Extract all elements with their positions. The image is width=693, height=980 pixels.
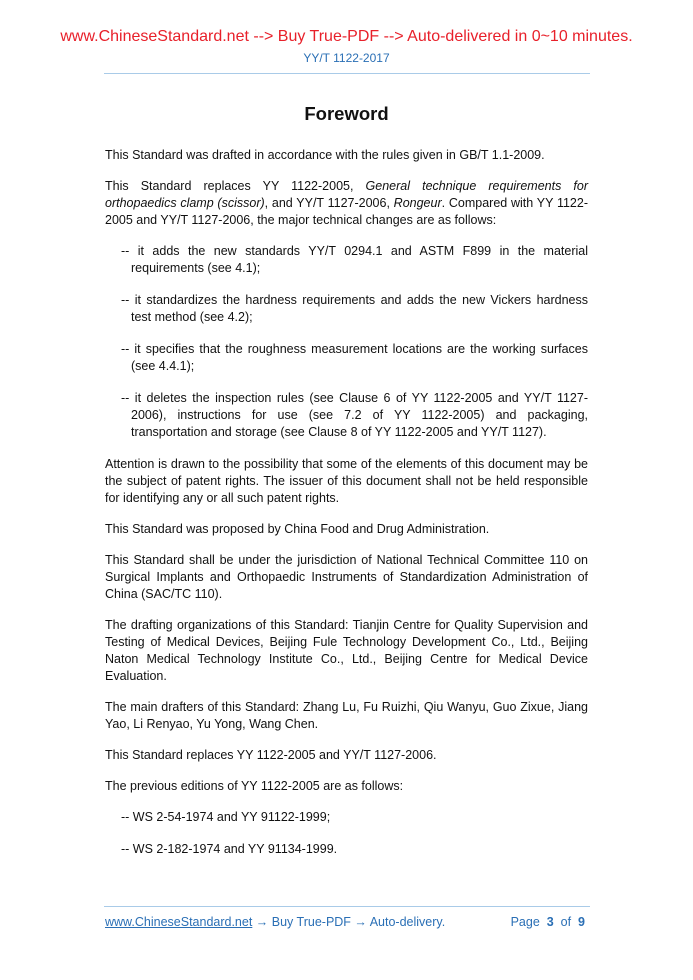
list-item: -- it specifies that the roughness measurement locations are the working surfaces (see 4.4.1); bbox=[121, 342, 588, 373]
list-item: -- it deletes the inspection rules (see Clause 6 of YY 1122-2005 and YY/T 1127-2006), instructions for use (see 7.2 of YY 1122-2005) and packaging, transportation and storage (see Clause 8 of YY 1122-2005 and YY/T 1127). bbox=[121, 391, 588, 439]
of-label: of bbox=[560, 915, 572, 929]
document-body bbox=[105, 147, 588, 873]
paragraph: Attention is drawn to the possibility that some of the elements of this document may be the subject of patent rights. The issuer of this document shall not be held responsible for identifying any or all such patent rights. bbox=[105, 457, 588, 505]
paragraph: The previous editions of YY 1122-2005 are as follows: bbox=[105, 779, 404, 793]
text: This Standard replaces YY 1122-2005, bbox=[105, 179, 366, 193]
paragraph: This Standard was drafted in accordance with the rules given in GB/T 1.1-2009. bbox=[105, 148, 545, 162]
text: , and YY/T 1127-2006, bbox=[264, 196, 394, 210]
page-label: Page bbox=[510, 915, 540, 929]
list-item: -- it adds the new standards YY/T 0294.1 and ASTM F899 in the material requirements (see 4.1); bbox=[121, 244, 588, 275]
list-item: -- it standardizes the hardness requirements and adds the new Vickers hardness test method (see 4.2); bbox=[121, 293, 588, 324]
title-italic: General technique requirements for orthopaedics clamp (scissor) bbox=[105, 179, 589, 210]
promo-banner: www.ChineseStandard.net --> Buy True-PDF --> Auto-delivered in 0~10 minutes. bbox=[60, 28, 633, 45]
page-total: 9 bbox=[578, 915, 585, 929]
footer-divider bbox=[104, 906, 590, 907]
footer-text: → Buy True-PDF → Auto-delivery. bbox=[252, 915, 446, 929]
paragraph: The main drafters of this Standard: Zhang Lu, Fu Ruizhi, Qiu Wanyu, Guo Zixue, Jiang Yao, Li Renyao, Yu Yong, Wang Chen. bbox=[105, 700, 588, 731]
document-id: YY/T 1122-2017 bbox=[303, 51, 390, 65]
paragraph: This Standard was proposed by China Food and Drug Administration. bbox=[105, 522, 490, 536]
list-item: -- WS 2-182-1974 and YY 91134-1999. bbox=[121, 842, 338, 856]
page-title: Foreword bbox=[304, 103, 389, 124]
paragraph bbox=[105, 178, 588, 229]
site-link[interactable]: www.ChineseStandard.net bbox=[105, 915, 253, 929]
page-indicator bbox=[511, 915, 585, 929]
page-number: 3 bbox=[546, 915, 554, 929]
paragraph: This Standard replaces YY 1122-2005 and YY/T 1127-2006. bbox=[105, 748, 437, 762]
title-italic: Rongeur bbox=[393, 196, 442, 210]
text: . Compared with YY 1122-2005 and YY/T 1127-2006, the major technical changes are as follows: bbox=[105, 196, 588, 227]
list-item: -- WS 2-54-1974 and YY 91122-1999; bbox=[121, 810, 331, 824]
header-divider bbox=[104, 73, 590, 74]
paragraph: This Standard shall be under the jurisdiction of National Technical Committee 110 on Surgical Implants and Orthopaedic Instruments of Standardization Administration of China (SAC/TC 110). bbox=[105, 553, 588, 601]
paragraph: The drafting organizations of this Standard: Tianjin Centre for Quality Supervision and Testing of Medical Devices, Beijing Fule Technology Development Co., Ltd., Beijing Naton Medical Technology Institute Co., Ltd., Beijing Centre for Medical Device Evaluation. bbox=[105, 618, 588, 683]
footer bbox=[105, 915, 585, 929]
